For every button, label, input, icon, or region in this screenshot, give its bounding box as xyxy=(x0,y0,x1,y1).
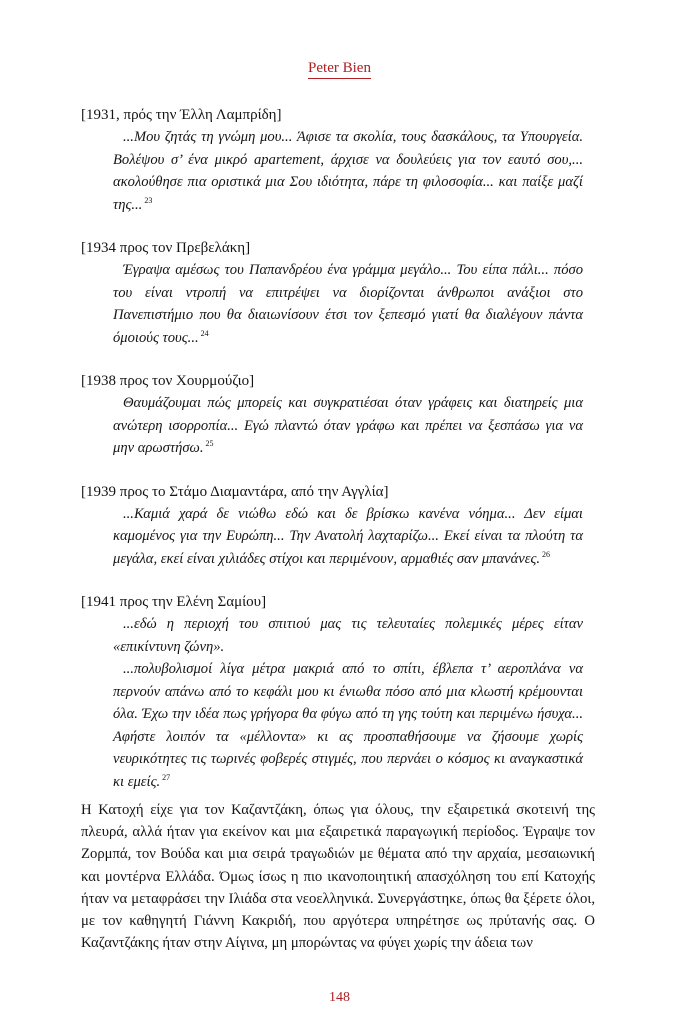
footnote-ref: 26 xyxy=(542,549,551,559)
letter-1941 xyxy=(81,591,583,793)
letter-quote xyxy=(113,259,583,349)
footnote-ref: 25 xyxy=(205,439,214,449)
running-head-author: Peter Bien xyxy=(308,60,371,79)
letter-1934 xyxy=(81,237,583,349)
letter-quote xyxy=(113,503,583,571)
footnote-ref: 27 xyxy=(162,772,171,782)
footnote-ref: 24 xyxy=(200,328,209,338)
footnote-ref: 23 xyxy=(144,195,153,205)
letter-heading: [1939 προς το Στάμο Διαμαντάρα, από την Αγγλία] xyxy=(81,483,389,500)
letter-quote xyxy=(113,126,583,216)
letter-excerpts xyxy=(81,104,583,814)
quote-paragraph: ...εδώ η περιοχή του σπιτιού μας τις τελευταίες πολεμικές μέρες είταν «επικίντυνη ζώνη». xyxy=(113,616,583,655)
letter-quote xyxy=(113,613,583,793)
quote-paragraph: ...Μου ζητάς τη γνώμη μου... Άφισε τα σκολία, τους δασκάλους, τα Υπουργεία. Βολέψου σ’ ένα μικρό apartement, άρχισε να δουλεύεις για τον εαυτό σου,... ακολούθησε πια οριστικά μια Σου ιδιότητα, πάρε τη φιλοσοφία... και παίξε μαζί της... $^{23}$ xyxy=(113,129,583,213)
letter-heading: [1931, πρός την Έλλη Λαμπρίδη] xyxy=(81,107,282,123)
letter-quote xyxy=(113,392,583,460)
quote-paragraph: ...πολυβολισμοί λίγα μέτρα μακριά από το σπίτι, έβλεπα τ’ αεροπλάνα να περνούν απάνω από το κεφάλι μου κι ένιωθα πόσο από μια κλωστή κρέμουνται όλα. Έχω την ιδέα πως γρήγορα θα φύγω από τη γης τούτη και περιμένω ήσυχα... Αφήστε λοιπόν τα «μέλλοντα» κι ας προσπαθήσουμε να ζήσουμε χωρίς νευρικότητες τις τωρινές φοβερές στιγμές, που περνάει ο κόσμος κι αναγκαστικά κι εμείς. $^{27}$ xyxy=(113,661,583,790)
page-number: 148 xyxy=(329,990,350,1005)
letter-1938 xyxy=(81,370,583,460)
letter-heading: [1941 προς την Ελένη Σαμίου] xyxy=(81,594,267,610)
quote-paragraph: Θαυμάζουμαι πώς μπορείς και συγκρατιέσαι όταν γράφεις και διατηρείς μια ανώτερη ισορροπία... Εγώ πλαντώ όταν γράφω και πρέπει να ξεσπάσω για να μην αρωστήσω. $^{25}$ xyxy=(113,395,583,456)
quote-paragraph: Έγραψα αμέσως του Παπανδρέου ένα γράμμα μεγάλο... Του είπα πάλι... πόσο του είναι ντροπή να επιτρέψει να διορίζονται άνθρωποι ανάξιοι στο Πανεπιστήμιο που θα διαιωνίσουν έτσι τον ξεπεσμό γιατί θα διαλέγουν πάντα όμοιούς τους... $^{24}$ xyxy=(113,262,583,346)
body-text xyxy=(81,799,595,954)
body-paragraph: Η Κατοχή είχε για τον Καζαντζάκη, όπως για όλους, την εξαιρετικά σκοτεινή της πλευρά, αλλά ήταν για εκείνον και μια εξαιρετικά παραγωγική περίοδος. Έγραψε τον Ζορμπά, τον Βούδα και μια σειρά τραγωδιών με θέματα από την αρχαία, μεσαιωνική και μοντέρνα Ελλάδα. Όμως ίσως η πιο ικανοποιητική απασχόληση του επί Κατοχής ήταν να μεταφράσει την Ιλιάδα στα νεοελληνικά. Συνεργάστηκε, όπως θα ξέρετε όλοι, με τον καθηγητή Γιάννη Κακριδή, που αργότερα υπηρέτησε ως πρύτανής σας. Ο Καζαντζάκης ήταν στην Αίγινα, μη μπορώντας να φύγει χωρίς την άδεια των xyxy=(81,802,595,952)
letter-1931 xyxy=(81,104,583,216)
letter-heading: [1934 προς τον Πρεβελάκη] xyxy=(81,240,251,256)
running-head xyxy=(0,60,679,79)
letter-heading: [1938 προς τον Χουρμούζιο] xyxy=(81,373,255,389)
letter-1939 xyxy=(81,481,583,571)
quote-paragraph: ...Καμιά χαρά δε νιώθω εδώ και δε βρίσκω κανένα νόημα... Δεν είμαι καμομένος για την Ευρώπη... Την Ανατολή λαχταρίζω... Εκεί είναι τα πλούτη τα μεγάλα, εκεί είναι χιλιάδες στίχοι και περιμένουν, αρμαθιές σαν μπανάνες. $^{26}$ xyxy=(113,505,583,567)
